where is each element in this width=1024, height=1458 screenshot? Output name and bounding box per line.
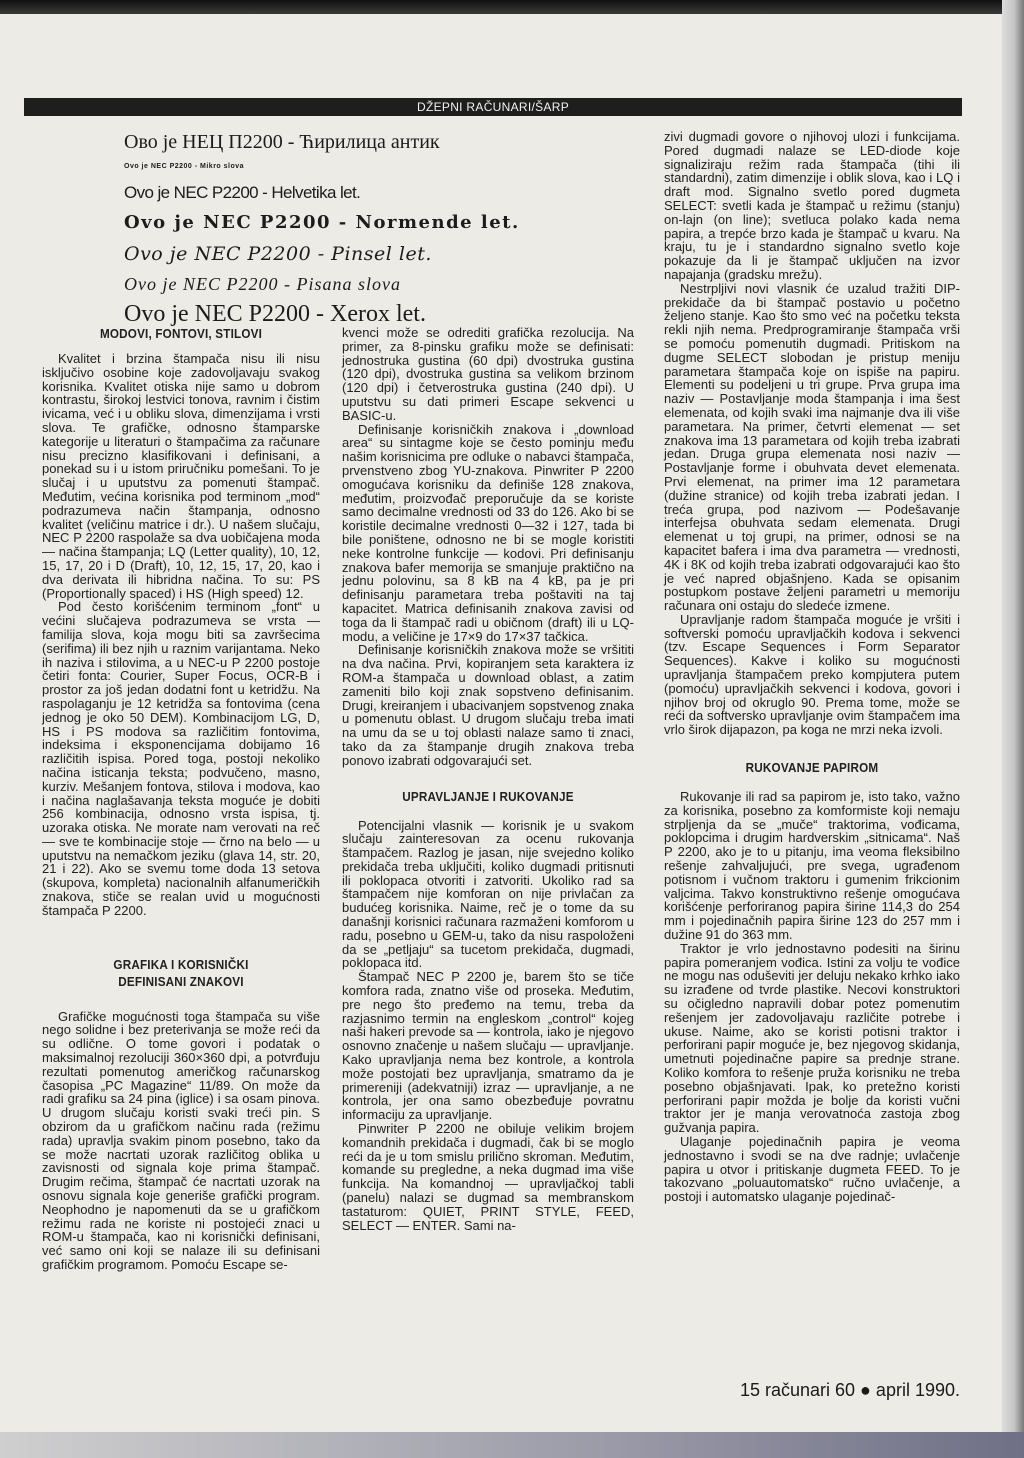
paragraph: Upravljanje radom štampača moguće je vršiti i softverski pomoću upravljačkih kodova i sekvenci (tzv. Escape Sequences i Form Separator Sequences). Kakve i koliko su mogućnosti upravljanja štampačem preko kompjutera putem (pomoću) upravljačkih sekvenci i kodova, govori i njihov broj od okruglo 90. Prema tome, može se reći da softversko upravljanje ovim štampačem ima vrlo širok dijapazon, pa koga ne mrzi neka izvoli. (664, 611, 960, 738)
section-header-title: DŽEPNI RAČUNARI/ŠARP (416, 100, 570, 114)
paragraph: Definisanje korisničkih znakova i „download area“ su sintagme koje se često pominju među našim korisnicima pre odluke o nabavci štampača, prvenstveno zbog YU-znakova. Pinwriter P 2200 omogućava korisniku da definiše 128 znakova, međutim, proizvođač preporučuje da se koriste samo decimalne vrednosti od 33 do 126. Ako bi se koristile decimalne vrednosti 0—32 i 127, tada bi bile poništene, odnosno ne bi se mogle koristiti neke kontrolne funkcije — kodovi. Pri definisanju znakova bafer memorija se smanjuje praktično na jednu polovinu, sa 8 kB na 4 kB, pa je pri definisanju parametara trebа poštaviti na taj kapacitet. Matrica definisanih znakova zavisi od toga da li štampač radi u običnom (draft) ili u LQ-modu, a veličine je 17×9 do 17×37 tačkica. (342, 421, 634, 644)
sample-cyrillic-antique: Ово је НЕЦ П2200 - Ћирилица антик (124, 131, 440, 153)
heading-modes-fonts-styles: MODOVI, FONTOVI, STILOVI (99, 326, 263, 341)
sample-normende: Ovo je NEC P2200 - Normende let. (124, 212, 520, 233)
text-column-left (42, 326, 320, 1273)
sample-micro: Ovo je NEC P2200 - Mikro slova (124, 163, 245, 170)
heading-control-handling: UPRAVLJANJE I RUKOVANJE (402, 788, 574, 804)
scan-bottom-edge (0, 1432, 1024, 1458)
heading-paper-handling: RUKOVANJE PAPIROM (745, 760, 879, 776)
paragraph: zivi dugmadi govore o njihovoj ulozi i funkcijama. Pored dugmadi nalaze se LED-diode koje signaliziraju režim rada štampača (tihi ili standardni), zatim dimenzije i oblik slova, kao i LQ i draft mod. Signalno svetlo pored dugmeta SELECT: svetli kada je štampač u režimu (stanju) on-lajn (on line); svetluca polako kada nema papira, a trepće brzo kada je štampač u kvaru. Na kraju, tu je i standardno signalno svetlo koje pokazuje da li je štampač uključen na izvor napajanja (gradsku mrežu). (664, 129, 960, 282)
scan-top-edge (0, 0, 1024, 14)
heading-graphics-user-chars: GRAFIKA I KORISNIČKI DEFINISANI ZNAKOVI (113, 956, 249, 989)
paragraph: Rukovanje ili rad sa papirom je, isto tako, važno za korisnika, posebno za komformiste koji nemaju strpljenja da se „muče“ traktorima, vođicama, poklopcima i drugim hardverskim „sitnicama“. Naš P 2200, ako je to u pitanju, ima veoma fleksibilno rešenje zahvaljujući, pre svega, ugrađenom potisnom i vučnom traktoru i gumenim frikcionim valjcima. Takvo konstruktivno rešenje omogućava korišćenje perforiranog papira širine 114,3 do 254 mm i pojedinačnih papira širine 123 do 257 mm i dužine 91 do 363 mm. (664, 789, 960, 943)
text-column-right (664, 130, 960, 1204)
font-samples (124, 128, 664, 330)
paragraph: Definisanje korisničkih znakova može se vršititi na dva načina. Prvi, kopiranjem seta karaktera iz ROM-a štampača u download oblast, a zatim zameniti bilo koji znak sopstveno definisanim. Drugi, kreiranjem i ubacivanjem sopstvenog znaka u pomenutu oblast. U drugom slučaju treba imati na umu da se u toj oblasti nalaze samo ti znaci, tako da za štampanje drugih znakova treba ponovo izabrati odgovarajući set. (342, 642, 634, 768)
paragraph: Štampač NEC P 2200 je, barem što se tiče komfora rada, znatno više od proseka. Međutim, pre nego što pređemo na temu, treba da razjasnimo termin na engleskom „control“ kojeg naši hakeri prevode sa — kontrola, iako je njegovo osnovno značenje u našem slučaju — upravljanje. Kako upravljanja nema bez kontrole, a kontrola može postojati bez upravljanja, smatramo da je primereniji (adekvatniji) izraz — upravljanje, a ne kontrola, jer ona samo obezbeđuje povratnu informaciju za upravljanje. (342, 969, 634, 1123)
sample-script: Ovo je NEC P2200 - Pisana slova (124, 274, 401, 294)
sample-xerox: Ovo je NEC P2200 - Xerox let. (124, 301, 426, 327)
paragraph: kvenci može se odrediti grafička rezolucija. Na primer, za 8-pinsku grafiku može se definisati: jednostruka gustina (60 dpi) dvostruka gustina (120 dpi), dvostruka gustina sa velikom brzinom (120 dpi) i četverostruka gustina (240 dpi). U uputstvu su dati primeri Escape sekvenci u BASIC-u. (342, 325, 634, 423)
page-footer: 15 računari 60 ● april 1990. (739, 1380, 960, 1400)
paragraph: Ulaganje pojedinačnih papira je veoma jednostavno i svodi se na dve radnje; uvlačenje papira u otvor i pritiskanje dugmeta FEED. To je takozvano „poluautomatsko“ ručno uvlačenje, a postoji i automatsko ulaganje pojedinač- (664, 1133, 960, 1205)
paragraph: Pod često korišćenim terminom „font“ u većini slučajeva podrazumeva se vrsta — familija slova, koja mogu biti sa završecima (serifima) ili bez njih u raznim varijantama. Neko ih naziva i stilovima, a u NEC-u P 2200 postoje četiri fonta: Courier, Super Focus, OCR-B i prostor za još jedan dodatni font u ketridžu. Na raspolaganju je 12 ketridža sa fontovima (cena jednog je oko 50 DEM). Kombinacijom LG, D, HS i PS modova sa različitim fontovima, indeksima i eksponencijama dobijamo 16 različitih ispisa. Pored toga, postoji nekoliko načina isticanja teksta; podvučeno, masno, kurziv. Mešanjem fontova, stilova i modova, kao i načina naglašavanja teksta moguće je dobiti 256 kombinacija, odnosno vrsta ispisa, tj. uzoraka otiska. Ne morate nam verovati na reč — sve te kombinacije stoje — črno na belo — u uputstvu na nemačkom jeziku (glava 14, str. 20, 21 i 22). Ako se svemu tome doda 13 setova (skupova, kompleta) nacionalnih alfanumeričkih znakova, stiče se realan uvid u mogućnosti štampača P 2200. (42, 599, 320, 918)
paragraph: Potencijalni vlasnik — korisnik je u svakom slučaju zainteresovan za ocenu rukovanja štampačem. Razlog je jasan, nije svejedno koliko prekidača treba uključiti, koliko dugmadi pritisnuti ili poklopaca otvoriti i zatvoriti. Ukoliko rad sa štampačem nije komforan on nije privlačan za budućeg korisnika. Naime, reč je o tome da su današnji korisnici računara razmaženi komforom u radu, posebno u GEM-u, tako da nisu raspoloženi da se „petljaju“ sa tucetom prekidača, dugmadi, poklopaca itd. (342, 817, 634, 971)
text-column-middle (342, 326, 634, 1232)
page-fold-shadow (1002, 0, 1024, 1458)
paragraph: Pinwriter P 2200 ne obiluje velikim brojem komandnih prekidača i dugmadi, čak bi se moglo reći da je u tom smislu prilično skroman. Međutim, komande su pregledne, a neka dugmad ima više funkcija. Na komandnoj — upravljačkoj tabli (panelu) nalazi se dugmad sa membranskom tastaturom: QUIET, PRINT STYLE, FEED, SELECT — ENTER. Sami na- (342, 1121, 634, 1233)
paragraph: Kvalitet i brzina štampača nisu ili nisu isključivo osobine koje zadovoljavaju svakog korisnika. Kvalitet otiska nije samo u dobrom kontrastu, širokoj lestvici tonova, ravnim i čistim ivicama, već i u obliku slova, dimenzijama i vrsti slova. Te grafičke, odnosno štamparske kategorije u literaturi o štampačima za računare nisu precizno klasifikovani i definisani, a ponekad su i u istom priručniku pomešani. To je slučaj i u uputstvu za pomenuti štampač. Međutim, većina korisnika pod terminom „mod“ podrazumeva način štampanja, odnosno kvalitet (veličinu matrice i dr.). U našem slučaju, NEC P 2200 raspolaže sa dva uobičajena moda — načina štampanja; LQ (Letter quality), 10, 12, 15, 17, 20 i D (Draft), 10, 12, 15, 17, 20, kao i dva derivata ili hibridna načina. To su: PS (Proportionally spaced) i HS (High speed) 12. (42, 351, 320, 601)
paragraph: Traktor je vrlo jednostavno podesiti na širinu papira pomeranjem vođica. Istini za volju te vođice ne mogu nas oduševiti jer deluju nekako krhko iako su izrađene od tvrde plastike. Necovi konstruktori su očigledno napravili dobar potez pomenutim rešenjem jer zadovoljavaju različite potrebe i ukuse. Naime, ako se koristi potisni traktor i perforirani papir moguće je, bez njegovog skidanja, umetnuti pojedinačne papire sa prednje strane. Koliko komfora to rešenje pruža korisniku ne treba posebno objašnjavati. Ipak, ko pretežno koristi perforirani papir možda je bolje da koristi vučni traktor jer je manja verovatnoća zastoja zbog gužvanja papira. (664, 940, 960, 1136)
sample-helvetica: Ovo je NEC P2200 - Helvetika let. (124, 183, 361, 202)
sample-pinsel: Ovo je NEC P2200 - Pinsel let. (124, 243, 432, 265)
paragraph: Nestrpljivi novi vlasnik će uzalud tražiti DIP-prekidače da bi štampač postavio u početno željeno stanje. Kao što smo već na početku teksta rekli njih nema. Predprogramiranje štampača vrši se pomoću pomenutih dugmadi. Pritiskom na dugme SELECT slobodan je pristup meniju parametara štampača koje on ispiše na papiru. Elementi su podeljeni u tri grupe. Prva grupa ima naziv — Postavljanje moda štampanja i ima šest elemenata, od kojih svaki ima najmanje dva ili više parametara. Na primer, četvrti elemenat — set znakova ima 13 parametara od kojih treba izabrati jedan. Druga grupa elemenata nosi naziv — Postavljanje forme i obuhvata devet elemenata. Prvi elemenat, na primer ima 12 parametara (dužine stranice) od kojih treba izabrati jedan. I treća grupa, pod nazivom — Podešavanje interfejsa obuhvata sedam elemenata. Drugi elemenat u toj grupi, na primer, odnosi se na kapacitet bafera i ima dva parametra — vrednosti, 4K i 8K od kojih treba izabrati odgovarajući kao što je već napred objašnjeno. Kada se opisanim postupkom postave željeni parametri u memoriju računara oni ostaju do sledeće izmene. (664, 280, 960, 614)
paragraph: Grafičke mogućnosti toga štampača su više nego solidne i bez preterivanja se može reći da su odlične. O tome govori i podatak o maksimalnoj rezoluciji 360×360 dpi, a potvrđuju rezultati pomenutog američkog računarskog časopisa „PC Magazine“ 11/89. On može da radi grafiku sa 24 pina (iglice) i sa osam pinova. U drugom slučaju koristi svaki treći pin. S obzirom da u grafičkom načinu rada (režimu rada) upravlja svakim pinom posebno, tako da se može nacrtati uzorak različitog oblika u zavisnosti od signala koje prima štampač. Drugim rečima, štampač će nacrtati uzorak na osnovu signala koje generiše grafički program. Neophodno je napomenuti da se u grafičkom režimu rada ne koriste ni postojeći znaci u ROM-u štampača, kao ni korisnički definisani, već samo oni koji se nalaze ili su definisani grafičkim programom. Pomoću Escape se- (42, 1008, 320, 1273)
